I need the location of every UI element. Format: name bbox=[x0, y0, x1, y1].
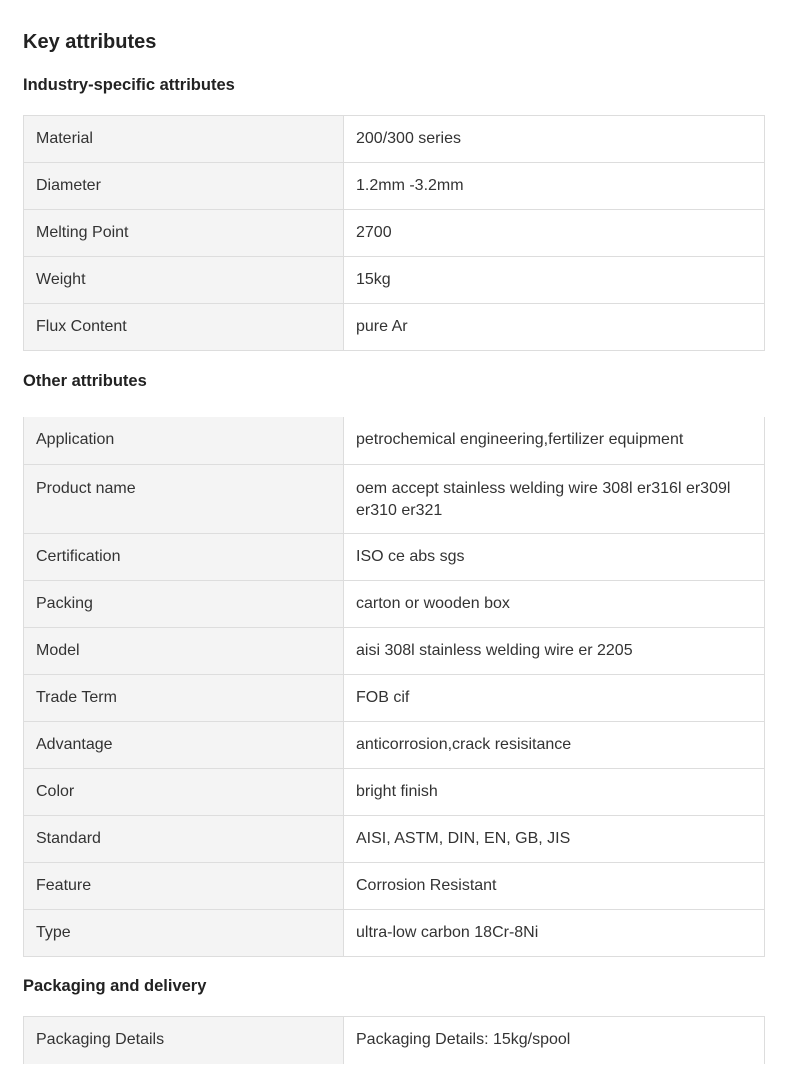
attribute-label: Product name bbox=[24, 464, 344, 533]
table-row bbox=[24, 909, 765, 956]
page-title: Key attributes bbox=[23, 31, 157, 53]
table-row bbox=[24, 417, 765, 464]
attribute-value: oem accept stainless welding wire 308l er316l er309l er310 er321 bbox=[344, 464, 765, 533]
attribute-value: FOB cif bbox=[344, 674, 765, 721]
table-row bbox=[24, 1017, 765, 1064]
attribute-value: Packaging Details: 15kg/spool bbox=[344, 1017, 765, 1064]
table-row bbox=[24, 674, 765, 721]
other-attributes-heading: Other attributes bbox=[23, 372, 147, 390]
attribute-value: 2700 bbox=[344, 210, 765, 257]
packaging-delivery-heading: Packaging and delivery bbox=[23, 977, 207, 995]
attribute-label: Melting Point bbox=[24, 210, 344, 257]
table-row bbox=[24, 533, 765, 580]
attribute-label: Trade Term bbox=[24, 674, 344, 721]
attribute-value: 1.2mm -3.2mm bbox=[344, 163, 765, 210]
table-row bbox=[24, 815, 765, 862]
table-row bbox=[24, 464, 765, 533]
table-row bbox=[24, 116, 765, 163]
attribute-label: Material bbox=[24, 116, 344, 163]
attribute-value: 15kg bbox=[344, 257, 765, 304]
attribute-label: Certification bbox=[24, 533, 344, 580]
attribute-value: Corrosion Resistant bbox=[344, 862, 765, 909]
attribute-label: Packaging Details bbox=[24, 1017, 344, 1064]
attribute-label: Packing bbox=[24, 580, 344, 627]
attribute-value: carton or wooden box bbox=[344, 580, 765, 627]
attribute-label: Model bbox=[24, 627, 344, 674]
attribute-value: anticorrosion,crack resisitance bbox=[344, 721, 765, 768]
attribute-label: Feature bbox=[24, 862, 344, 909]
attribute-label: Type bbox=[24, 909, 344, 956]
other-attributes-table bbox=[23, 417, 765, 957]
attribute-value: petrochemical engineering,fertilizer equipment bbox=[344, 417, 765, 464]
table-row bbox=[24, 304, 765, 351]
industry-attributes-table bbox=[23, 115, 765, 351]
attribute-label: Diameter bbox=[24, 163, 344, 210]
table-row bbox=[24, 163, 765, 210]
attribute-label: Weight bbox=[24, 257, 344, 304]
attribute-label: Standard bbox=[24, 815, 344, 862]
attribute-label: Flux Content bbox=[24, 304, 344, 351]
attribute-label: Advantage bbox=[24, 721, 344, 768]
attribute-value: 200/300 series bbox=[344, 116, 765, 163]
table-row bbox=[24, 257, 765, 304]
attribute-value: ultra-low carbon 18Cr-8Ni bbox=[344, 909, 765, 956]
table-row bbox=[24, 210, 765, 257]
table-row bbox=[24, 580, 765, 627]
attribute-value: aisi 308l stainless welding wire er 2205 bbox=[344, 627, 765, 674]
attribute-value: AISI, ASTM, DIN, EN, GB, JIS bbox=[344, 815, 765, 862]
attribute-label: Color bbox=[24, 768, 344, 815]
attribute-label: Application bbox=[24, 417, 344, 464]
table-row bbox=[24, 721, 765, 768]
industry-attributes-heading: Industry-specific attributes bbox=[23, 76, 235, 94]
table-row bbox=[24, 627, 765, 674]
packaging-delivery-table bbox=[23, 1016, 765, 1064]
table-row bbox=[24, 768, 765, 815]
table-row bbox=[24, 862, 765, 909]
attribute-value: ISO ce abs sgs bbox=[344, 533, 765, 580]
attribute-value: pure Ar bbox=[344, 304, 765, 351]
attribute-value: bright finish bbox=[344, 768, 765, 815]
